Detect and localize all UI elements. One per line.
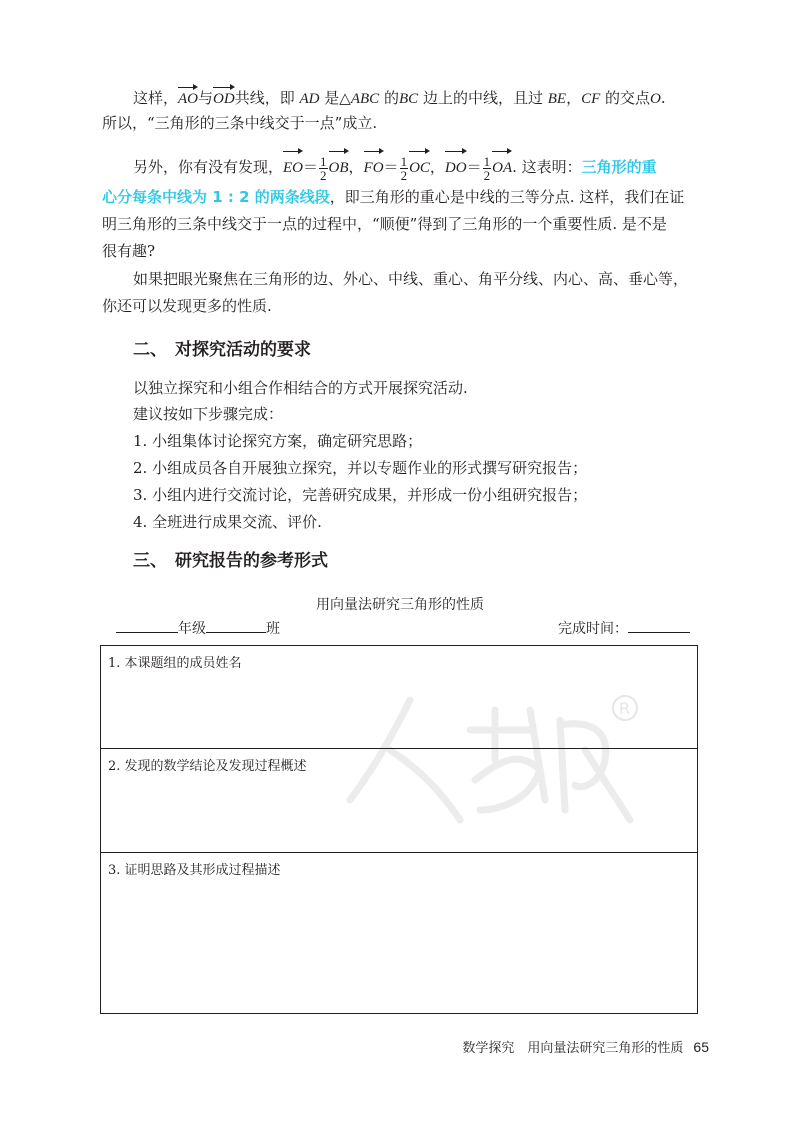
vector-OB: OB (329, 150, 349, 183)
completion-time-blank[interactable] (628, 618, 690, 633)
report-title: 用向量法研究三角形的性质 (316, 597, 484, 613)
vector-DO: DO (445, 150, 467, 183)
section2-intro1: 以独立探究和小组合作相结合的方式开展探究活动. (133, 379, 468, 397)
step-1: 1. 小组集体讨论探究方案，确定研究思路； (133, 432, 423, 450)
para2-line4: 很有趣? (102, 242, 156, 260)
report-row-label: 1. 本课题组的成员姓名 (108, 656, 242, 671)
vector-OA: OA (492, 150, 512, 183)
vector-FO: FO (364, 150, 384, 183)
fraction-half: $\frac{1}{2}$ (320, 153, 327, 183)
class-blank[interactable] (206, 618, 266, 633)
para1-line2: 所以，“三角形的三条中线交于一点”成立. (102, 114, 378, 132)
para2-line2: 心分每条中线为 1 : 2 的两条线段，即三角形的重心是中线的三等分点. 这样，我们在证 (102, 188, 685, 206)
grade-class-line: 年级 班 (116, 618, 280, 638)
report-row-proof[interactable] (101, 853, 698, 1014)
report-row-conclusions[interactable] (101, 749, 698, 853)
section3-heading: 三、 研究报告的参考形式 (133, 551, 328, 571)
vector-AO: AO (178, 86, 198, 109)
section2-intro2: 建议按如下步骤完成： (133, 405, 284, 423)
completion-time-line: 完成时间： (558, 618, 690, 638)
vector-EO: EO (283, 150, 303, 183)
grade-blank[interactable] (116, 618, 178, 633)
step-2: 2. 小组成员各自开展独立探究，并以专题作业的形式撰写研究报告； (133, 459, 588, 477)
svg-text:R: R (619, 699, 631, 718)
para1-line1: 这样，AO与OD共线，即 AD 是△ABC 的BC 边上的中线，且过 BE，CF 的交点O. (133, 86, 666, 109)
report-row-label: 3. 证明思路及其形成过程描述 (108, 863, 281, 878)
highlight-centroid-b: 心分每条中线为 1 : 2 的两条线段 (102, 188, 330, 206)
vector-OD: OD (213, 86, 235, 109)
highlight-centroid-a: 三角形的重 (581, 158, 657, 176)
report-table (100, 645, 698, 1014)
step-3: 3. 小组内进行交流讨论，完善研究成果，并形成一份小组研究报告； (133, 486, 588, 504)
fraction-half: $\frac{1}{2}$ (400, 153, 408, 183)
para2-line1: 另外，你有没有发现，EO＝ $\frac{1}{2}$ OB，FO＝ $\frac{1}{2}$ OC，DO＝ $\frac{1}{2}$ OA. 这表明：三角形的重 (133, 150, 657, 183)
vector-OC: OC (409, 150, 430, 183)
running-title: 数学探究 用向量法研究三角形的性质 (462, 1041, 684, 1056)
report-row-label: 2. 发现的数学结论及发现过程概述 (108, 759, 307, 774)
step-4: 4. 全班进行成果交流、评价. (133, 513, 322, 531)
page-number: 65 (693, 1039, 709, 1055)
page-footer (462, 1037, 709, 1056)
para3-line2: 你还可以发现更多的性质. (102, 297, 272, 315)
report-row-members[interactable] (101, 646, 698, 749)
para2-line3: 明三角形的三条中线交于一点的过程中，“顺便”得到了三角形的一个重要性质. 是不是 (102, 215, 667, 233)
section2-heading: 二、 对探究活动的要求 (133, 340, 311, 360)
fraction-half: $\frac{1}{2}$ (483, 153, 491, 183)
para3-line1: 如果把眼光聚焦在三角形的边、外心、中线、重心、角平分线、内心、高、垂心等， (133, 270, 689, 288)
